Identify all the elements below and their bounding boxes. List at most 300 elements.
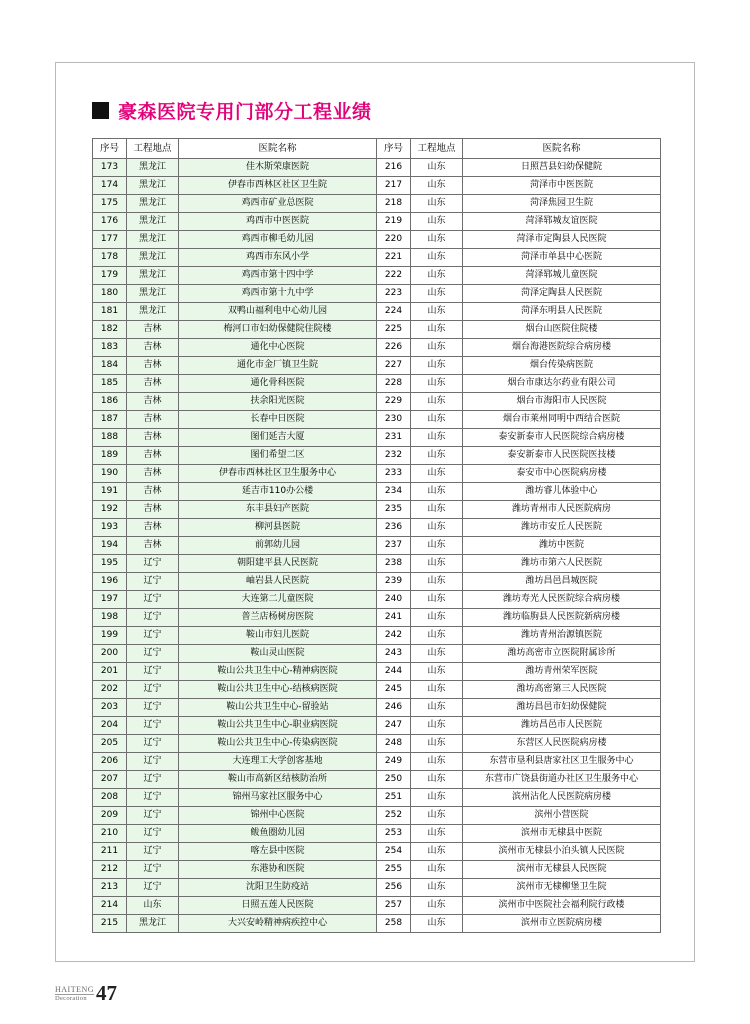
cell-hospital-left: 大连理工大学创客基地 bbox=[179, 753, 377, 771]
table-row bbox=[93, 573, 661, 591]
cell-no-right: 247 bbox=[377, 717, 411, 735]
cell-location-right: 山东 bbox=[411, 753, 463, 771]
cell-no-right: 254 bbox=[377, 843, 411, 861]
cell-location-right: 山东 bbox=[411, 609, 463, 627]
cell-no-right: 253 bbox=[377, 825, 411, 843]
page-title bbox=[92, 97, 694, 124]
cell-no-right: 234 bbox=[377, 483, 411, 501]
cell-no-left: 189 bbox=[93, 447, 127, 465]
table-row bbox=[93, 213, 661, 231]
cell-no-right: 242 bbox=[377, 627, 411, 645]
cell-hospital-left: 鞍山市高新区结核防治所 bbox=[179, 771, 377, 789]
cell-hospital-left: 普兰店杨树房医院 bbox=[179, 609, 377, 627]
cell-location-left: 吉林 bbox=[127, 321, 179, 339]
table-row bbox=[93, 447, 661, 465]
cell-location-left: 吉林 bbox=[127, 483, 179, 501]
cell-hospital-right: 滨州市无棣县人民医院 bbox=[463, 861, 661, 879]
cell-no-right: 218 bbox=[377, 195, 411, 213]
cell-hospital-left: 鸡西市中医医院 bbox=[179, 213, 377, 231]
cell-hospital-right: 菏泽定陶县人民医院 bbox=[463, 285, 661, 303]
cell-no-right: 255 bbox=[377, 861, 411, 879]
cell-no-right: 230 bbox=[377, 411, 411, 429]
table-row bbox=[93, 591, 661, 609]
table-row bbox=[93, 303, 661, 321]
cell-no-left: 191 bbox=[93, 483, 127, 501]
cell-no-left: 175 bbox=[93, 195, 127, 213]
cell-hospital-left: 通化中心医院 bbox=[179, 339, 377, 357]
cell-location-left: 辽宁 bbox=[127, 591, 179, 609]
cell-no-left: 185 bbox=[93, 375, 127, 393]
cell-hospital-right: 潍坊寿光人民医院综合病房楼 bbox=[463, 591, 661, 609]
cell-no-left: 200 bbox=[93, 645, 127, 663]
cell-no-left: 182 bbox=[93, 321, 127, 339]
cell-location-right: 山东 bbox=[411, 465, 463, 483]
cell-no-right: 250 bbox=[377, 771, 411, 789]
cell-location-right: 山东 bbox=[411, 681, 463, 699]
cell-location-right: 山东 bbox=[411, 303, 463, 321]
cell-location-right: 山东 bbox=[411, 231, 463, 249]
cell-location-right: 山东 bbox=[411, 249, 463, 267]
cell-location-right: 山东 bbox=[411, 807, 463, 825]
cell-hospital-left: 鸡西市矿业总医院 bbox=[179, 195, 377, 213]
cell-location-right: 山东 bbox=[411, 393, 463, 411]
cell-hospital-right: 泰安市中心医院病房楼 bbox=[463, 465, 661, 483]
table-body bbox=[93, 159, 661, 933]
cell-hospital-left: 鸡西市第十四中学 bbox=[179, 267, 377, 285]
cell-location-right: 山东 bbox=[411, 717, 463, 735]
cell-no-right: 240 bbox=[377, 591, 411, 609]
table-row bbox=[93, 681, 661, 699]
cell-hospital-right: 菏泽焦园卫生院 bbox=[463, 195, 661, 213]
cell-location-left: 辽宁 bbox=[127, 681, 179, 699]
cell-hospital-left: 通化市金厂镇卫生院 bbox=[179, 357, 377, 375]
cell-no-left: 205 bbox=[93, 735, 127, 753]
cell-no-right: 223 bbox=[377, 285, 411, 303]
cell-location-left: 辽宁 bbox=[127, 753, 179, 771]
cell-no-left: 214 bbox=[93, 897, 127, 915]
cell-hospital-right: 潍坊市第六人民医院 bbox=[463, 555, 661, 573]
cell-no-right: 229 bbox=[377, 393, 411, 411]
table-row bbox=[93, 555, 661, 573]
table-row bbox=[93, 357, 661, 375]
cell-hospital-right: 潍坊中医院 bbox=[463, 537, 661, 555]
cell-hospital-left: 鞍山公共卫生中心-留验站 bbox=[179, 699, 377, 717]
cell-no-left: 181 bbox=[93, 303, 127, 321]
cell-hospital-left: 佳木斯荣康医院 bbox=[179, 159, 377, 177]
cell-hospital-right: 菏泽市定陶县人民医院 bbox=[463, 231, 661, 249]
cell-location-right: 山东 bbox=[411, 195, 463, 213]
cell-no-right: 220 bbox=[377, 231, 411, 249]
table-row bbox=[93, 825, 661, 843]
cell-location-right: 山东 bbox=[411, 519, 463, 537]
cell-location-right: 山东 bbox=[411, 447, 463, 465]
cell-no-left: 207 bbox=[93, 771, 127, 789]
cell-location-right: 山东 bbox=[411, 555, 463, 573]
cell-hospital-left: 东丰县妇产医院 bbox=[179, 501, 377, 519]
table-row bbox=[93, 285, 661, 303]
cell-location-right: 山东 bbox=[411, 357, 463, 375]
cell-hospital-right: 菏泽市单县中心医院 bbox=[463, 249, 661, 267]
cell-location-left: 吉林 bbox=[127, 339, 179, 357]
table-row bbox=[93, 375, 661, 393]
cell-no-left: 206 bbox=[93, 753, 127, 771]
cell-location-left: 黑龙江 bbox=[127, 915, 179, 933]
cell-no-right: 245 bbox=[377, 681, 411, 699]
cell-location-left: 吉林 bbox=[127, 465, 179, 483]
cell-hospital-left: 长春中日医院 bbox=[179, 411, 377, 429]
table-row bbox=[93, 627, 661, 645]
cell-no-left: 177 bbox=[93, 231, 127, 249]
cell-location-left: 黑龙江 bbox=[127, 195, 179, 213]
table-row bbox=[93, 861, 661, 879]
cell-no-right: 217 bbox=[377, 177, 411, 195]
cell-location-left: 吉林 bbox=[127, 357, 179, 375]
cell-hospital-left: 锦州马家社区服务中心 bbox=[179, 789, 377, 807]
cell-hospital-left: 岫岩县人民医院 bbox=[179, 573, 377, 591]
cell-hospital-right: 烟台传染病医院 bbox=[463, 357, 661, 375]
cell-no-left: 174 bbox=[93, 177, 127, 195]
cell-no-left: 203 bbox=[93, 699, 127, 717]
cell-hospital-left: 延吉市110办公楼 bbox=[179, 483, 377, 501]
cell-location-right: 山东 bbox=[411, 537, 463, 555]
cell-hospital-left: 喀左县中医院 bbox=[179, 843, 377, 861]
cell-hospital-left: 鞍山公共卫生中心-职业病医院 bbox=[179, 717, 377, 735]
table-header bbox=[93, 139, 661, 159]
cell-hospital-right: 烟台市莱州同明中西结合医院 bbox=[463, 411, 661, 429]
table-row bbox=[93, 339, 661, 357]
cell-location-right: 山东 bbox=[411, 339, 463, 357]
cell-hospital-left: 扶余阳光医院 bbox=[179, 393, 377, 411]
cell-no-left: 194 bbox=[93, 537, 127, 555]
table-row bbox=[93, 609, 661, 627]
cell-hospital-left: 大兴安岭精神病疾控中心 bbox=[179, 915, 377, 933]
column-header-no-right: 序号 bbox=[377, 139, 411, 159]
cell-hospital-right: 潍坊睿儿体验中心 bbox=[463, 483, 661, 501]
cell-hospital-left: 鞍山公共卫生中心-传染病医院 bbox=[179, 735, 377, 753]
cell-location-right: 山东 bbox=[411, 789, 463, 807]
cell-location-right: 山东 bbox=[411, 843, 463, 861]
cell-no-left: 183 bbox=[93, 339, 127, 357]
cell-no-left: 198 bbox=[93, 609, 127, 627]
cell-location-left: 辽宁 bbox=[127, 789, 179, 807]
table-header-row bbox=[93, 139, 661, 159]
cell-no-right: 231 bbox=[377, 429, 411, 447]
cell-hospital-left: 朝阳建平县人民医院 bbox=[179, 555, 377, 573]
table-row bbox=[93, 159, 661, 177]
cell-location-right: 山东 bbox=[411, 177, 463, 195]
cell-hospital-left: 通化骨科医院 bbox=[179, 375, 377, 393]
company-logo bbox=[55, 986, 94, 1005]
cell-hospital-right: 滨州市中医院社会福利院行政楼 bbox=[463, 897, 661, 915]
cell-location-left: 吉林 bbox=[127, 411, 179, 429]
logo-sub-text: Decoration bbox=[55, 994, 94, 1003]
cell-hospital-right: 东营市垦利县唐家社区卫生服务中心 bbox=[463, 753, 661, 771]
column-header-hospital-left: 医院名称 bbox=[179, 139, 377, 159]
document-page bbox=[55, 62, 695, 962]
cell-location-left: 辽宁 bbox=[127, 879, 179, 897]
cell-hospital-left: 伊春市西林区社区卫生院 bbox=[179, 177, 377, 195]
cell-no-right: 236 bbox=[377, 519, 411, 537]
table-row bbox=[93, 915, 661, 933]
cell-location-right: 山东 bbox=[411, 285, 463, 303]
cell-no-right: 227 bbox=[377, 357, 411, 375]
table-row bbox=[93, 393, 661, 411]
cell-hospital-left: 图们延吉大厦 bbox=[179, 429, 377, 447]
cell-no-right: 243 bbox=[377, 645, 411, 663]
cell-location-right: 山东 bbox=[411, 627, 463, 645]
cell-no-left: 179 bbox=[93, 267, 127, 285]
cell-location-right: 山东 bbox=[411, 411, 463, 429]
cell-hospital-left: 鸡西市柳毛幼儿园 bbox=[179, 231, 377, 249]
cell-hospital-right: 潍坊青州市人民医院病房 bbox=[463, 501, 661, 519]
cell-hospital-right: 潍坊昌邑市人民医院 bbox=[463, 717, 661, 735]
cell-location-left: 黑龙江 bbox=[127, 267, 179, 285]
cell-location-right: 山东 bbox=[411, 429, 463, 447]
cell-location-left: 辽宁 bbox=[127, 807, 179, 825]
cell-no-right: 252 bbox=[377, 807, 411, 825]
table-row bbox=[93, 897, 661, 915]
cell-location-left: 辽宁 bbox=[127, 825, 179, 843]
cell-location-right: 山东 bbox=[411, 267, 463, 285]
cell-hospital-left: 鞍山灵山医院 bbox=[179, 645, 377, 663]
cell-hospital-left: 鸡西市东风小学 bbox=[179, 249, 377, 267]
cell-no-left: 199 bbox=[93, 627, 127, 645]
cell-no-right: 228 bbox=[377, 375, 411, 393]
cell-no-left: 208 bbox=[93, 789, 127, 807]
cell-hospital-right: 东营区人民医院病房楼 bbox=[463, 735, 661, 753]
cell-no-left: 192 bbox=[93, 501, 127, 519]
cell-hospital-left: 鸡西市第十九中学 bbox=[179, 285, 377, 303]
cell-no-right: 249 bbox=[377, 753, 411, 771]
cell-hospital-right: 潍坊昌邑昌城医院 bbox=[463, 573, 661, 591]
cell-hospital-right: 滨州市无棣县小泊头镇人民医院 bbox=[463, 843, 661, 861]
cell-no-right: 225 bbox=[377, 321, 411, 339]
cell-location-left: 辽宁 bbox=[127, 771, 179, 789]
cell-hospital-right: 菏泽东明县人民医院 bbox=[463, 303, 661, 321]
cell-hospital-left: 锦州中心医院 bbox=[179, 807, 377, 825]
cell-no-left: 215 bbox=[93, 915, 127, 933]
cell-no-left: 211 bbox=[93, 843, 127, 861]
cell-no-right: 241 bbox=[377, 609, 411, 627]
cell-no-left: 210 bbox=[93, 825, 127, 843]
performance-table-wrapper bbox=[92, 138, 660, 933]
performance-table bbox=[92, 138, 661, 933]
cell-hospital-left: 双鸭山福利电中心幼儿园 bbox=[179, 303, 377, 321]
table-row bbox=[93, 771, 661, 789]
cell-hospital-left: 东港协和医院 bbox=[179, 861, 377, 879]
cell-no-right: 238 bbox=[377, 555, 411, 573]
cell-no-left: 209 bbox=[93, 807, 127, 825]
table-row bbox=[93, 537, 661, 555]
cell-no-left: 213 bbox=[93, 879, 127, 897]
cell-location-left: 辽宁 bbox=[127, 573, 179, 591]
table-row bbox=[93, 789, 661, 807]
cell-no-left: 201 bbox=[93, 663, 127, 681]
cell-location-left: 吉林 bbox=[127, 519, 179, 537]
cell-no-right: 233 bbox=[377, 465, 411, 483]
cell-location-right: 山东 bbox=[411, 483, 463, 501]
table-row bbox=[93, 267, 661, 285]
cell-hospital-left: 梅河口市妇幼保健院住院楼 bbox=[179, 321, 377, 339]
table-row bbox=[93, 483, 661, 501]
cell-hospital-right: 烟台山医院住院楼 bbox=[463, 321, 661, 339]
logo-main-text: HAITENG bbox=[55, 984, 95, 994]
cell-no-right: 232 bbox=[377, 447, 411, 465]
cell-hospital-right: 滨州市无棣县中医院 bbox=[463, 825, 661, 843]
cell-location-right: 山东 bbox=[411, 213, 463, 231]
cell-location-left: 吉林 bbox=[127, 429, 179, 447]
cell-location-left: 吉林 bbox=[127, 501, 179, 519]
table-row bbox=[93, 735, 661, 753]
cell-location-right: 山东 bbox=[411, 591, 463, 609]
title-bullet-icon bbox=[92, 102, 109, 119]
cell-location-left: 吉林 bbox=[127, 393, 179, 411]
cell-location-right: 山东 bbox=[411, 375, 463, 393]
cell-location-right: 山东 bbox=[411, 735, 463, 753]
table-row bbox=[93, 501, 661, 519]
page-title-text: 豪森医院专用门部分工程业绩 bbox=[118, 101, 372, 123]
cell-location-right: 山东 bbox=[411, 159, 463, 177]
cell-no-right: 226 bbox=[377, 339, 411, 357]
cell-hospital-right: 潍坊临朐县人民医院新病房楼 bbox=[463, 609, 661, 627]
page-footer bbox=[55, 981, 118, 1006]
cell-hospital-left: 柳河县医院 bbox=[179, 519, 377, 537]
cell-no-right: 224 bbox=[377, 303, 411, 321]
cell-hospital-right: 菏泽郓城儿童医院 bbox=[463, 267, 661, 285]
cell-hospital-right: 滨州市无棣柳堡卫生院 bbox=[463, 879, 661, 897]
cell-location-left: 黑龙江 bbox=[127, 231, 179, 249]
table-row bbox=[93, 663, 661, 681]
cell-hospital-right: 菏泽市中医医院 bbox=[463, 177, 661, 195]
cell-no-left: 176 bbox=[93, 213, 127, 231]
table-row bbox=[93, 753, 661, 771]
cell-no-left: 186 bbox=[93, 393, 127, 411]
table-row bbox=[93, 429, 661, 447]
cell-location-right: 山东 bbox=[411, 825, 463, 843]
cell-location-left: 辽宁 bbox=[127, 861, 179, 879]
cell-location-right: 山东 bbox=[411, 321, 463, 339]
table-row bbox=[93, 699, 661, 717]
cell-hospital-left: 鲅鱼圈幼儿园 bbox=[179, 825, 377, 843]
table-row bbox=[93, 807, 661, 825]
cell-no-left: 190 bbox=[93, 465, 127, 483]
cell-location-left: 吉林 bbox=[127, 447, 179, 465]
cell-location-left: 黑龙江 bbox=[127, 177, 179, 195]
cell-location-left: 辽宁 bbox=[127, 609, 179, 627]
cell-hospital-left: 大连第二儿童医院 bbox=[179, 591, 377, 609]
table-row bbox=[93, 645, 661, 663]
cell-hospital-right: 潍坊昌邑市妇幼保健院 bbox=[463, 699, 661, 717]
cell-location-left: 山东 bbox=[127, 897, 179, 915]
cell-no-left: 187 bbox=[93, 411, 127, 429]
cell-hospital-left: 日照五莲人民医院 bbox=[179, 897, 377, 915]
cell-location-left: 辽宁 bbox=[127, 735, 179, 753]
table-row bbox=[93, 249, 661, 267]
cell-hospital-right: 烟台市海阳市人民医院 bbox=[463, 393, 661, 411]
table-row bbox=[93, 843, 661, 861]
cell-location-right: 山东 bbox=[411, 861, 463, 879]
cell-location-left: 吉林 bbox=[127, 537, 179, 555]
cell-location-right: 山东 bbox=[411, 663, 463, 681]
cell-location-left: 辽宁 bbox=[127, 699, 179, 717]
cell-no-right: 235 bbox=[377, 501, 411, 519]
cell-no-right: 258 bbox=[377, 915, 411, 933]
cell-hospital-right: 烟台海港医院综合病房楼 bbox=[463, 339, 661, 357]
cell-no-left: 196 bbox=[93, 573, 127, 591]
cell-location-left: 辽宁 bbox=[127, 663, 179, 681]
cell-no-left: 195 bbox=[93, 555, 127, 573]
cell-hospital-right: 潍坊青州荣军医院 bbox=[463, 663, 661, 681]
cell-location-left: 辽宁 bbox=[127, 645, 179, 663]
cell-no-left: 212 bbox=[93, 861, 127, 879]
cell-location-right: 山东 bbox=[411, 879, 463, 897]
page-number: 47 bbox=[96, 981, 118, 1006]
cell-location-right: 山东 bbox=[411, 771, 463, 789]
cell-no-right: 221 bbox=[377, 249, 411, 267]
cell-hospital-left: 鞍山公共卫生中心-精神病医院 bbox=[179, 663, 377, 681]
column-header-location-right: 工程地点 bbox=[411, 139, 463, 159]
cell-no-right: 216 bbox=[377, 159, 411, 177]
cell-location-left: 吉林 bbox=[127, 375, 179, 393]
cell-location-left: 黑龙江 bbox=[127, 159, 179, 177]
cell-location-right: 山东 bbox=[411, 645, 463, 663]
cell-location-left: 辽宁 bbox=[127, 843, 179, 861]
cell-location-left: 黑龙江 bbox=[127, 213, 179, 231]
cell-hospital-right: 滨州市立医院病房楼 bbox=[463, 915, 661, 933]
cell-no-right: 244 bbox=[377, 663, 411, 681]
cell-no-left: 173 bbox=[93, 159, 127, 177]
cell-location-right: 山东 bbox=[411, 915, 463, 933]
cell-location-right: 山东 bbox=[411, 897, 463, 915]
column-header-location-left: 工程地点 bbox=[127, 139, 179, 159]
cell-no-right: 251 bbox=[377, 789, 411, 807]
cell-hospital-left: 鞍山公共卫生中心-结核病医院 bbox=[179, 681, 377, 699]
cell-no-right: 248 bbox=[377, 735, 411, 753]
cell-no-left: 178 bbox=[93, 249, 127, 267]
cell-hospital-left: 沈阳卫生防疫站 bbox=[179, 879, 377, 897]
table-row bbox=[93, 879, 661, 897]
cell-location-left: 辽宁 bbox=[127, 555, 179, 573]
cell-no-left: 184 bbox=[93, 357, 127, 375]
cell-hospital-right: 滨州小营医院 bbox=[463, 807, 661, 825]
cell-no-left: 197 bbox=[93, 591, 127, 609]
cell-hospital-right: 潍坊市安丘人民医院 bbox=[463, 519, 661, 537]
cell-hospital-right: 潍坊高密市立医院附属诊所 bbox=[463, 645, 661, 663]
cell-hospital-right: 潍坊高密第三人民医院 bbox=[463, 681, 661, 699]
column-header-hospital-right: 医院名称 bbox=[463, 139, 661, 159]
cell-no-right: 237 bbox=[377, 537, 411, 555]
cell-no-left: 193 bbox=[93, 519, 127, 537]
table-row bbox=[93, 195, 661, 213]
table-row bbox=[93, 519, 661, 537]
cell-no-right: 246 bbox=[377, 699, 411, 717]
cell-hospital-right: 烟台市康达尔药业有限公司 bbox=[463, 375, 661, 393]
cell-hospital-left: 前郭幼儿园 bbox=[179, 537, 377, 555]
cell-hospital-right: 潍坊青州治源镇医院 bbox=[463, 627, 661, 645]
cell-location-right: 山东 bbox=[411, 573, 463, 591]
cell-no-right: 239 bbox=[377, 573, 411, 591]
cell-hospital-left: 鞍山市妇儿医院 bbox=[179, 627, 377, 645]
cell-location-left: 黑龙江 bbox=[127, 303, 179, 321]
cell-hospital-right: 滨州沾化人民医院病房楼 bbox=[463, 789, 661, 807]
cell-location-left: 黑龙江 bbox=[127, 285, 179, 303]
cell-hospital-left: 伊春市西林社区卫生服务中心 bbox=[179, 465, 377, 483]
cell-hospital-right: 泰安新泰市人民医院综合病房楼 bbox=[463, 429, 661, 447]
table-row bbox=[93, 465, 661, 483]
cell-no-right: 257 bbox=[377, 897, 411, 915]
cell-no-left: 202 bbox=[93, 681, 127, 699]
cell-no-right: 256 bbox=[377, 879, 411, 897]
